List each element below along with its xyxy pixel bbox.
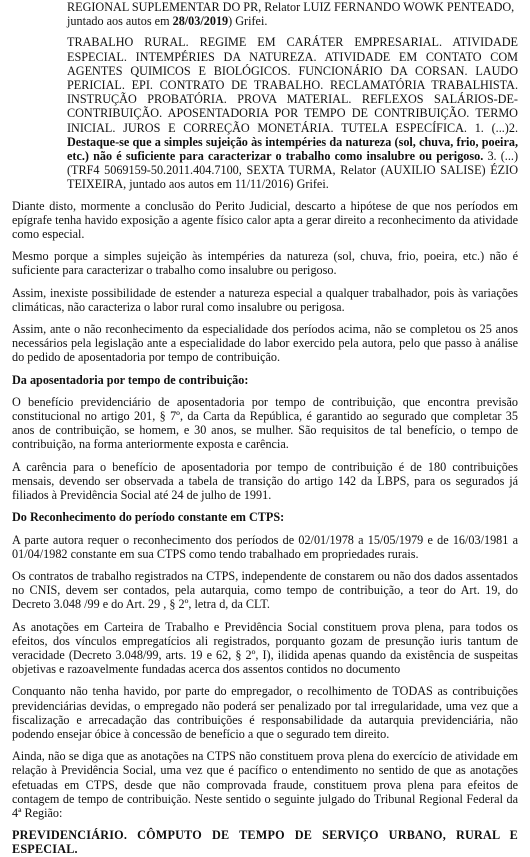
quote2-emphasis: Destaque-se que a simples sujeição às intempéries da natureza (sol, chuva, frio, poeira, etc.) não é suficiente para caracterizar o trabalho como insalubre ou perigoso. <box>67 134 518 164</box>
quote1-line1: REGIONAL SUPLEMENTAR DO PR, Relator LUIZ FERNANDO WOWK PENTEADO, <box>67 0 515 14</box>
quote1-line2-post: ) Grifei. <box>228 14 268 29</box>
paragraph: Assim, ante o não reconhecimento da especialidade dos períodos acima, não se completou os 25 anos necessários pela legislação ante a especialidade do labor exercido pela autora, pelo que passo à análise do pedido de aposentadoria por tempo de contribuição. <box>12 322 518 365</box>
paragraph: A carência para o benefício de aposentadoria por tempo de contribuição é de 180 contribuições mensais, devendo ser observada a tabela de transição do artigo 142 da LBPS, para os segurados já filiados à Previdência Social até 24 de julho de 1991. <box>12 459 518 503</box>
section-heading: Do Reconhecimento do período constante em CTPS: <box>12 510 285 525</box>
paragraph: O benefício previdenciário de aposentadoria por tempo de contribuição, que encontra previsão constitucional no artigo 201, § 7º, da Carta da República, é garantido ao segurado que completar 35 anos de contribuição, se homem, e 30 anos, se mulher. São requisitos de tal benefício, o tempo de contribuição, na forma anteriormente exposta e carência. <box>12 394 518 452</box>
paragraph: Conquanto não tenha havido, por parte do empregador, o recolhimento de TODAS as contribuições previdenciárias devidas, o empregado não poderá ser penalizado por tal irregularidade, uma vez que a fiscalização e arrecadação das contribuições é responsabilidade da autarquia previdenciária, não podendo ensejar óbice à concessão de benefício a que o segurado tem direito. <box>12 684 518 741</box>
quote2-end: 3. (...) (TRF4 5069159-50.2011.404.7100, SEXTA TURMA, Relator (AUXILIO SALISE) ÉZIO TEIXEIRA, juntado aos autos em 11/11/2016) Grifei. <box>67 149 518 192</box>
section-heading: Da aposentadoria por tempo de contribuição: <box>12 372 249 387</box>
quote2-text <box>67 35 518 191</box>
quote1-line2-pre: juntado aos autos em <box>67 14 173 29</box>
citation-heading: PREVIDENCIÁRIO. CÔMPUTO DE TEMPO DE SERVIÇO URBANO, RURAL E ESPECIAL. <box>12 828 518 857</box>
paragraph: Diante disto, mormente a conclusão do Perito Judicial, descarto a hipótese de que nos períodos em epígrafe tenha havido exposição a agente físico calor apta a gerar direito a reconhecimento da atividade como especial. <box>12 198 518 242</box>
quote1-line2 <box>67 14 518 28</box>
quote2-main: TRABALHO RURAL. REGIME EM CARÁTER EMPRESARIAL. ATIVIDADE ESPECIAL. INTEMPÉRIES DA NATUREZA. ATIVIDADE EM CONTATO COM AGENTES QUIMICOS E BIOLÓGICOS. FUNCIONÁRIO DA CORSAN. LAUDO PERICIAL. EPI. CONTRATO DE TRABALHO. RECLAMATÓRIA TRABALHISTA. INSTRUÇÃO PROBATÓRIA. PROVA MATERIAL. REFLEXOS SALÁRIOS-DE-CONTRIBUIÇÃO. APOSENTADORIA POR TEMPO DE CONTRIBUIÇÃO. TERMO INICIAL. JUROS E CORREÇÃO MONETÁRIA. TUTELA ESPECÍFICA. 1. (...)2. <box>67 35 518 135</box>
paragraph: Ainda, não se diga que as anotações na CTPS não constituem prova plena do exercício de atividade em relação à Previdência Social, uma vez que é pacífico o entendimento no sentido de que as anotações efetuadas em CTPS, desde que não comprovada fraude, constituem prova plena para efeitos de contagem de tempo de contribuição. Neste sentido o seguinte julgado do Tribunal Regional Federal da 4ª Região: <box>12 749 518 820</box>
quote-block-1 <box>67 0 518 28</box>
paragraph: As anotações em Carteira de Trabalho e Previdência Social constituem prova plena, para todos os efeitos, dos vínculos empregatícios ali registrados, porquanto gozam de presunção iuris tantum de veracidade (Decreto 3.048/99, arts. 19 e 62, § 2º, I), ilidida apenas quando da existência de suspeitas objetivas e razoavelmente fundadas acerca dos assentos contidos no documento <box>12 619 518 677</box>
paragraph: Mesmo porque a simples sujeição às intempéries da natureza (sol, chuva, frio, poeira, etc.) não é suficiente para caracterizar o trabalho como insalubre ou perigoso. <box>12 249 518 278</box>
paragraph: Os contratos de trabalho registrados na CTPS, independente de constarem ou não dos dados assentados no CNIS, devem ser contados, pela autarquia, como tempo de contribuição, a teor do Art. 19, do Decreto 3.048 /99 e do Art. 29 , § 2º, letra d, da CLT. <box>12 568 518 612</box>
quote-block-2 <box>67 35 518 191</box>
quote1-date: 28/03/2019 <box>172 14 229 29</box>
paragraph: Assim, inexiste possibilidade de estender a natureza especial a qualquer trabalhador, pois às variações climáticas, não caracteriza o labor rural como insalubre ou perigosa. <box>12 285 518 314</box>
paragraph: A parte autora requer o reconhecimento dos períodos de 02/01/1978 a 15/05/1979 e de 16/03/1981 a 01/04/1982 constante em sua CTPS como tendo trabalhado em propriedades rurais. <box>12 532 518 561</box>
